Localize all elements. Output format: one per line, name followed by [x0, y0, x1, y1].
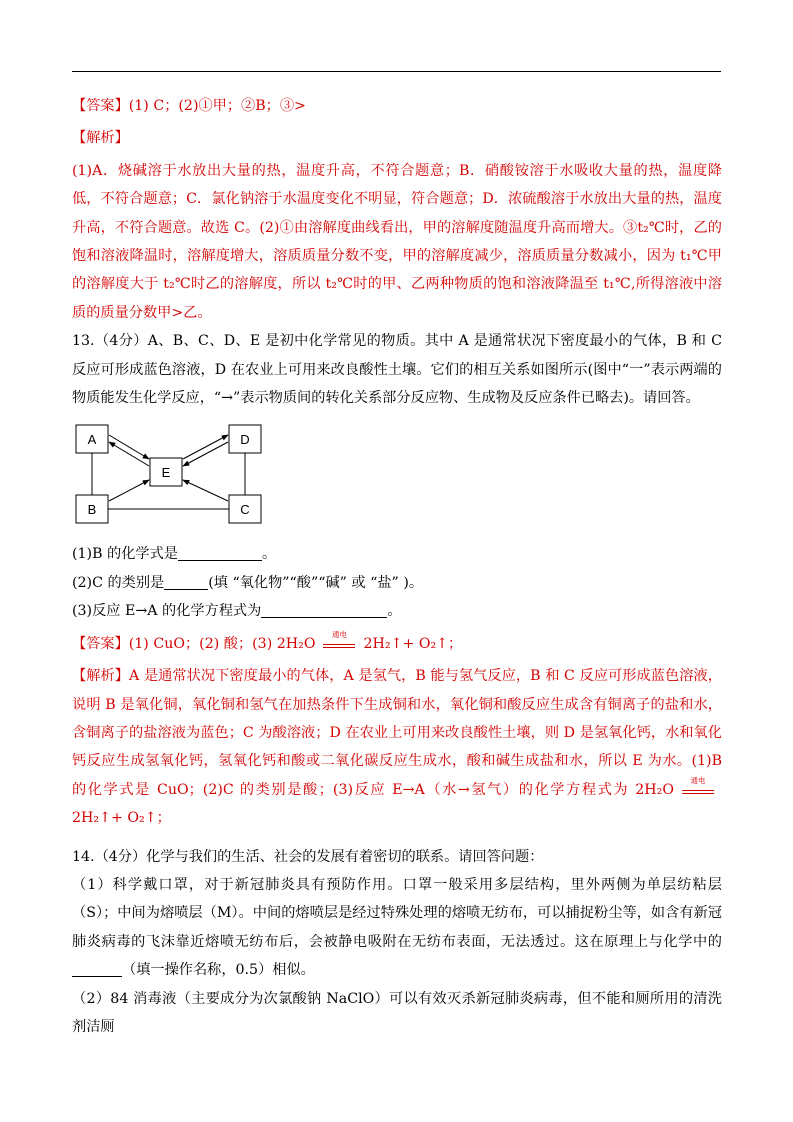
relation-diagram	[72, 424, 272, 532]
reaction-condition: 通电	[323, 637, 355, 651]
answer-blank	[261, 600, 387, 618]
arrow-c-to-e	[183, 480, 228, 501]
question-14: 14.（4分）化学与我们的生活、社会的发展有着密切的联系。请回答问题：	[72, 848, 544, 865]
question-14-2: （2）84 消毒液（主要成分为次氯酸钠 NaClO）可以有效灭杀新冠肺炎病毒，但不能和厕所用的清洗剂洁厕	[72, 990, 722, 1035]
arrow-d-to-e	[183, 442, 228, 466]
node-d-label: D	[240, 432, 250, 448]
header-rule	[72, 71, 721, 72]
question-13: 13.（4分）A、B、C、D、E 是初中化学常见的物质。其中 A 是通常状况下密度最小的气体，B 和 C 反应可形成蓝色溶液，D 在农业上可用来改良酸性土壤。它们的相互关系如图所示(图中“一”表示两端的物质能发生化学反应，“→”表示物质间的转化关系部分反应物、生成物及反应条件已略去)。请回答。	[72, 333, 722, 407]
question-13-3: (3)反应 E→A 的化学方程式为 。	[72, 597, 722, 625]
arrow-a-to-e	[109, 435, 149, 459]
document-page	[72, 92, 722, 1041]
answer-13: 【答案】(1) CuO；(2) 酸；(3) 2H₂O 通电 2H₂↑+ O₂↑；	[72, 629, 463, 652]
question-14-1: （1）科学戴口罩，对于新冠肺炎具有预防作用。口罩一般采用多层结构，里外两侧为单层纺粘层（S）；中间为熔喷层（M）。中间的熔喷层是经过特殊处理的熔喷无纺布，可以捕捉粉尘等，如含有新冠肺炎病毒的飞沫靠近熔喷无纺布后，会被静电吸附在无纺布表面，无法透过。这在原理上与化学中的（填一操作名称，0.5）相似。	[72, 876, 722, 979]
answer-12: 【答案】(1) C；(2)①甲；②B；③>	[72, 98, 306, 114]
arrow-b-to-e	[109, 480, 149, 501]
node-c-label: C	[240, 502, 250, 518]
node-e-label: E	[161, 465, 171, 481]
answer-blank	[72, 959, 122, 977]
answer-blank	[178, 543, 262, 561]
reaction-condition: 通电	[682, 783, 714, 797]
arrow-e-to-d	[183, 435, 228, 459]
analysis-12-label: 【解析】	[72, 130, 129, 147]
node-a-label: A	[87, 432, 97, 448]
question-13-1: (1)B 的化学式是 。	[72, 540, 722, 568]
arrow-e-to-a	[109, 442, 149, 466]
analysis-12-text: (1)A．烧碱溶于水放出大量的热，温度升高，不符合题意；B．硝酸铵溶于水吸收大量的热，温度降低，不符合题意；C．氯化钠溶于水温度变化不明显，符合题意；D．浓硫酸溶于水放出大量的热，温度升高，不符合题意。故选 C。(2)①由溶解度曲线看出，甲的溶解度随温度升高而增大。③t₂℃时，乙的饱和溶液降温时，溶解度增大，溶质质量分数不变，甲的溶解度减少，溶质质量分数减小，因为 t₁℃甲的溶解度大于 t₂℃时乙的溶解度，所以 t₂℃时的甲、乙两种物质的饱和溶液降温至 t₁℃,所得溶液中溶质的质量分数甲>乙。	[72, 162, 722, 321]
analysis-13: 【解析】A 是通常状况下密度最小的气体，A 是氢气，B 能与氢气反应，B 和 C 反应可形成蓝色溶液，说明 B 是氧化铜，氧化铜和氢气在加热条件下生成铜和水，氧化铜和酸反应生成含有铜离子的盐和水，含铜离子的盐溶液为蓝色；C 为酸溶液；D 在农业上可用来改良酸性土壤，则 D 是氢氧化钙，水和氧化钙反应生成氢氧化钙，氢氧化钙和酸或二氧化碳反应生成水，酸和碱生成盐和水，所以 E 为水。(1)B 的化学式是 CuO；(2)C 的类别是酸；(3)反应 E→A（水→氢气）的化学方程式为 2H₂O 通电 2H₂↑+ O₂↑；	[72, 668, 722, 827]
node-b-label: B	[87, 502, 97, 518]
answer-blank	[164, 572, 208, 590]
question-13-2: (2)C 的类别是 (填 “氧化物”“酸”“碱” 或 “盐” )。	[72, 569, 722, 597]
